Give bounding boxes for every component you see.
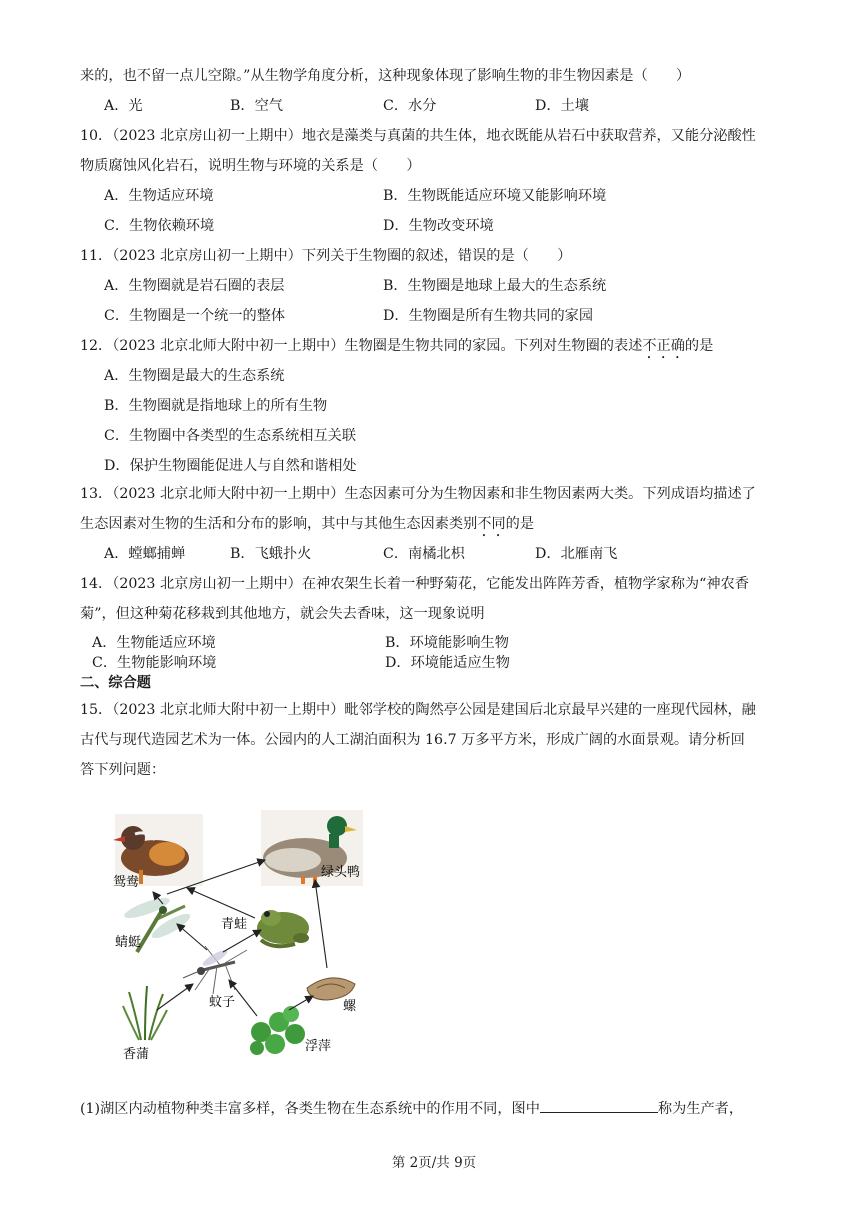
q12-option-b: B．生物圈就是指地球上的所有生物 <box>104 398 328 414</box>
answer-blank[interactable] <box>540 1098 658 1113</box>
q12-option-d: D．保护生物圈能促进人与自然和谐相处 <box>104 458 357 474</box>
label-mallard: 绿头鸭 <box>321 865 361 880</box>
label-mandarin-duck: 鸳鸯 <box>113 875 140 890</box>
frog-image <box>257 910 309 946</box>
snail-image <box>307 978 355 1000</box>
q10-option-d: D．生物改变环境 <box>383 218 494 234</box>
page-number: 第 2页/共 9页 <box>391 1155 477 1171</box>
q15-sub1 <box>80 1098 743 1119</box>
section-title-comprehensive: 二、综合题 <box>80 675 151 691</box>
q12-stem-line1 <box>80 336 713 362</box>
q11-option-d: D．生物圈是所有生物共同的家园 <box>383 308 594 324</box>
label-dragonfly: 蜻蜓 <box>115 935 142 950</box>
q12-stem-b: 的是 <box>684 338 714 354</box>
q10-option-b: B．生物既能适应环境又能影响环境 <box>383 188 607 204</box>
q13-stem-line1: 13．（2023 北京北师大附中初一上期中）生态因素可分为生物因素和非生物因素两大类。下列成语均描述了 <box>80 486 756 502</box>
mosquito-image <box>183 946 247 994</box>
q15-sub1-a: (1)湖区内动植物种类丰富多样，各类生物在生态系统中的作用不同，图中 <box>80 1101 540 1117</box>
q13-option-d: D．北雁南飞 <box>535 546 618 562</box>
q10-option-c: C．生物依赖环境 <box>104 218 215 234</box>
q11-stem-line1: 11．（2023 北京房山初一上期中）下列关于生物圈的叙述，错误的是（ ） <box>80 248 572 264</box>
q14-stem-line1: 14．（2023 北京房山初一上期中）在神农架生长着一种野菊花，它能发出阵阵芳香，植物学家称为“神农香 <box>80 576 749 592</box>
label-snail: 螺 <box>343 999 357 1014</box>
label-duckweed: 浮萍 <box>305 1039 332 1054</box>
q9-option-b: B．空气 <box>230 98 283 114</box>
label-frog: 青蛙 <box>221 917 248 932</box>
q13-option-c: C．南橘北枳 <box>383 546 465 562</box>
q12-stem-a: 12．（2023 北京北师大附中初一上期中）生物圈是生物共同的家园。下列对生物圈的表述 <box>80 338 643 354</box>
food-web-figure <box>95 800 395 1070</box>
q14-stem-line2: 菊”，但这种菊花移栽到其他地方，就会失去香味，这一现象说明 <box>80 606 485 622</box>
q13-stem-line2 <box>80 514 534 540</box>
q10-stem-line2: 物质腐蚀风化岩石，说明生物与环境的关系是（ ） <box>80 158 421 174</box>
label-cattail: 香蒲 <box>123 1047 150 1062</box>
q11-option-c: C．生物圈是一个统一的整体 <box>104 308 286 324</box>
q9-option-a: A．光 <box>104 98 143 114</box>
q14-option-c: C．生物能影响环境 <box>92 655 217 671</box>
q12-stem-emphasis: 不正确 <box>642 338 685 354</box>
q15-stem-line1: 15．（2023 北京北师大附中初一上期中）毗邻学校的陶然亭公园是建国后北京最早兴建的一座现代园林，融 <box>80 702 756 718</box>
q14-option-d: D．环境能适应生物 <box>385 655 510 671</box>
q15-sub1-b: 称为生产者， <box>657 1101 744 1117</box>
q15-stem-line2: 古代与现代造园艺术为一体。公园内的人工湖泊面积为 16.7 万多平方米，形成广阔的水面景观。请分析回 <box>80 732 745 748</box>
duckweed-image <box>250 1006 305 1055</box>
q14-option-a: A．生物能适应环境 <box>92 635 216 651</box>
q9-option-d: D．土壤 <box>535 98 589 114</box>
label-mosquito: 蚊子 <box>209 995 236 1010</box>
q13-option-a: A．螳螂捕蝉 <box>104 546 186 562</box>
cattail-image <box>123 986 167 1040</box>
q13-stem-a: 生态因素对生物的生活和分布的影响，其中与其他生态因素类别 <box>80 516 478 532</box>
q15-stem-line3: 答下列问题： <box>80 762 166 778</box>
q9-option-c: C．水分 <box>383 98 437 114</box>
q9-stem-tail: 来的，也不留一点儿空隙。”从生物学角度分析，这种现象体现了影响生物的非生物因素是（ ） <box>80 68 691 84</box>
q13-stem-b: 的是 <box>505 516 535 532</box>
q12-option-c: C．生物圈中各类型的生态系统相互关联 <box>104 428 357 444</box>
q11-option-a: A．生物圈就是岩石圈的表层 <box>104 278 285 294</box>
q12-option-a: A．生物圈是最大的生态系统 <box>104 368 285 384</box>
q13-stem-emphasis: 不同 <box>477 516 506 532</box>
q13-option-b: B．飞蛾扑火 <box>230 546 312 562</box>
q10-stem-line1: 10．（2023 北京房山初一上期中）地衣是藻类与真菌的共生体，地衣既能从岩石中获取营养，又能分泌酸性 <box>80 128 756 144</box>
q10-option-a: A．生物适应环境 <box>104 188 214 204</box>
q11-option-b: B．生物圈是地球上最大的生态系统 <box>383 278 607 294</box>
q14-option-b: B．环境能影响生物 <box>385 635 509 651</box>
